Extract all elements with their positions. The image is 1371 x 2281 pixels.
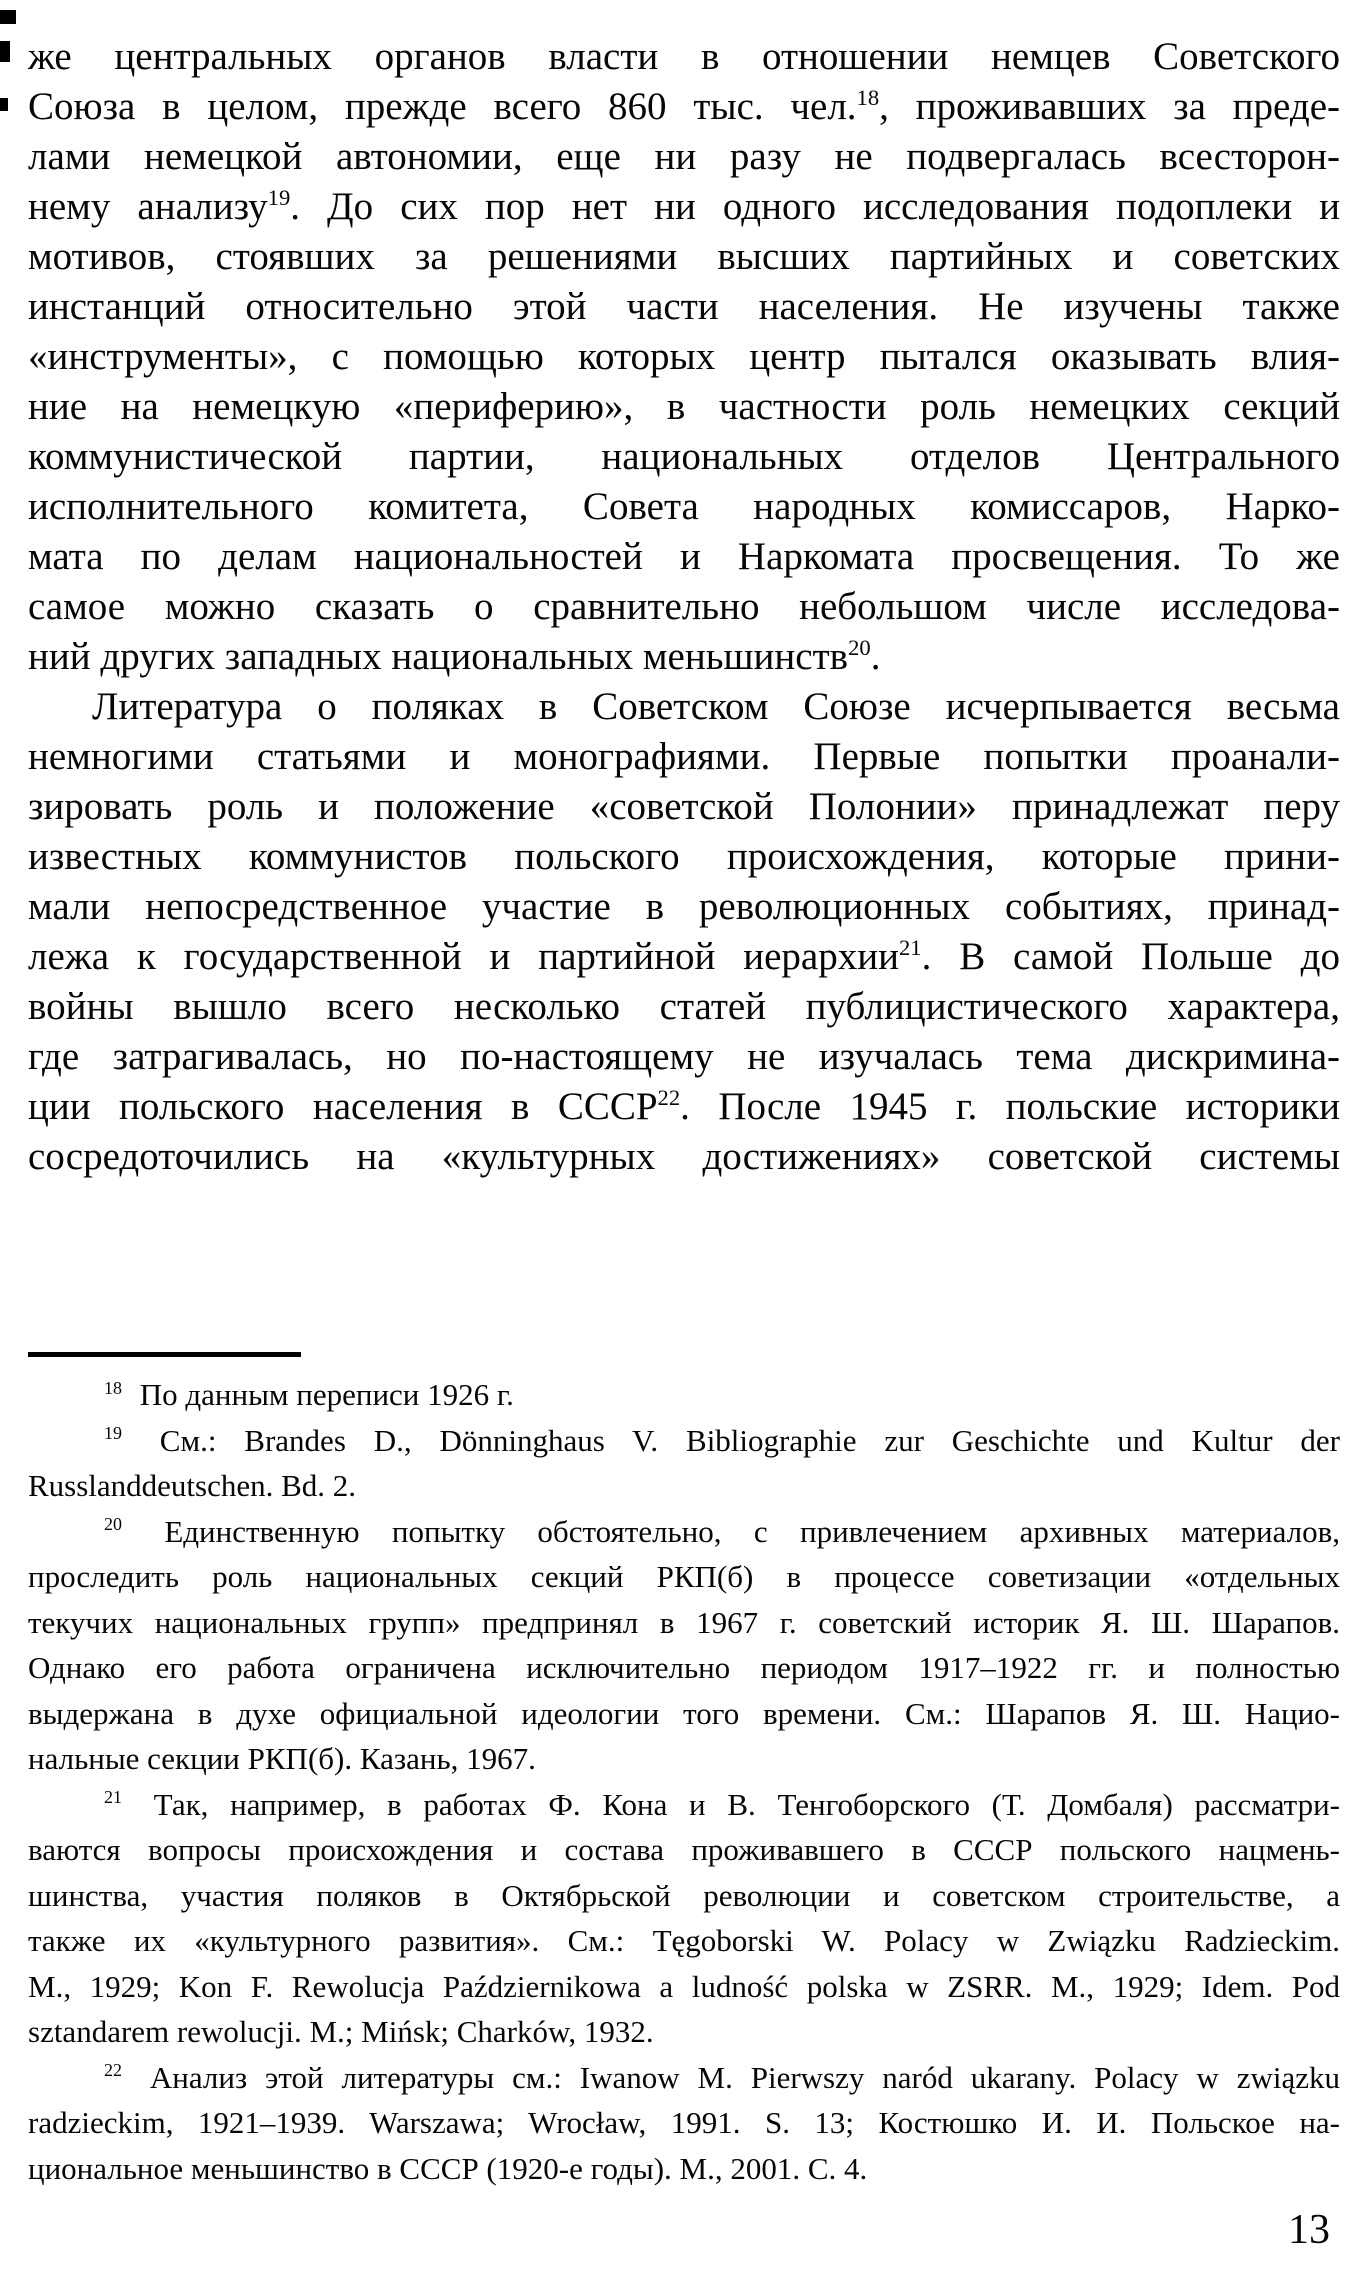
text-line: Russlanddeutschen. Bd. 2. xyxy=(28,1468,357,1503)
footnote-21 xyxy=(28,1782,1340,2055)
text-line: же центральных органов власти в отношении немцев Советского xyxy=(28,35,1340,78)
footnote-22 xyxy=(28,2055,1340,2192)
footnote-ref: 20 xyxy=(104,1514,122,1535)
footnote-20 xyxy=(28,1509,1340,1782)
text-line: коммунистической партии, национальных отделов Центрального xyxy=(28,435,1340,478)
text-line: ваются вопросы происхождения и состава проживавшего в СССР польского нацмень- xyxy=(28,1832,1340,1867)
scan-artifact xyxy=(0,41,10,62)
text-line: зировать роль и положение «советской Полонии» принадлежат перу xyxy=(28,785,1340,828)
text-line: также их «культурного развития». См.: Tęgoborski W. Polacy w Związku Radzieckim. xyxy=(28,1923,1340,1958)
text-line: нему анализу$^{19}$. До сих пор нет ни одного исследования подоплеки и xyxy=(28,185,1340,228)
footnote-ref: 18 xyxy=(104,1377,122,1398)
text-line: шинства, участия поляков в Октябрьской революции и советском строительстве, а xyxy=(28,1877,1340,1913)
text-line: Однако его работа ограничена исключительно периодом 1917–1922 гг. и полностью xyxy=(28,1650,1340,1685)
text-line: radzieckim, 1921–1939. Warszawa; Wrocław, 1991. S. 13; Костюшко И. И. Польское на- xyxy=(28,2105,1340,2140)
footnote-ref: 21 xyxy=(104,1787,122,1808)
text-line: самое можно сказать о сравнительно небольшом числе исследова- xyxy=(28,585,1340,628)
text-line: мотивов, стоявших за решениями высших партийных и советских xyxy=(28,235,1340,278)
text-line: $^{21}$ Так, например, в работах Ф. Кона и В. Тенгоборского (Т. Домбаля) рассматри- xyxy=(104,1786,1340,1822)
text-line: Литература о поляках в Советском Союзе исчерпывается весьма xyxy=(92,685,1340,728)
text-line: где затрагивалась, но по-настоящему не изучалась тема дискримина- xyxy=(28,1035,1340,1078)
text-line: лами немецкой автономии, еще ни разу не подвергалась всесторон- xyxy=(28,135,1340,178)
footnote-ref: 22 xyxy=(657,1085,681,1110)
text-line: ние на немецкую «периферию», в частности роль немецких секций xyxy=(28,385,1340,428)
footnote-19 xyxy=(28,1418,1340,1509)
text-line: проследить роль национальных секций РКП(б) в процессе советизации «отдельных xyxy=(28,1559,1340,1594)
text-line: Союза в целом, прежде всего 860 тыс. чел.$^{18}$, проживавших за преде- xyxy=(28,85,1340,128)
text-line: немногими статьями и монографиями. Первые попытки проанали- xyxy=(28,735,1340,778)
text-line: войны вышло всего несколько статей публицистического характера, xyxy=(28,985,1340,1028)
footnote-18 xyxy=(28,1372,1340,1418)
text-line: М., 1929; Kon F. Rewolucja Październikowa a ludność polska w ZSRR. М., 1929; Idem. Pod xyxy=(28,1968,1340,2004)
footnotes-block xyxy=(28,1372,1340,2191)
footnote-ref: 19 xyxy=(104,1423,122,1444)
text-line: sztandarem rewolucji. М.; Mińsk; Charków, 1932. xyxy=(28,2014,654,2049)
text-line: «инструменты», с помощью которых центр пытался оказывать влия- xyxy=(28,335,1340,378)
scan-artifact xyxy=(0,98,8,111)
text-line: $^{20}$ Единственную попытку обстоятельно, с привлечением архивных материалов, xyxy=(104,1513,1340,1549)
text-line: мата по делам национальностей и Наркомата просвещения. То же xyxy=(28,535,1340,578)
text-line: сосредоточились на «культурных достижениях» советской системы xyxy=(28,1135,1340,1178)
text-line: текучих национальных групп» предпринял в 1967 г. советский историк Я. Ш. Шарапов. xyxy=(28,1604,1340,1640)
text-line: известных коммунистов польского происхождения, которые прини- xyxy=(28,835,1340,878)
text-line: нальные секции РКП(б). Казань, 1967. xyxy=(28,1741,536,1776)
text-line: ции польского населения в СССР$^{22}$. После 1945 г. польские историки xyxy=(28,1085,1340,1128)
footnote-ref: 20 xyxy=(848,635,871,660)
text-line: $^{19}$ См.: Brandes D., Dönninghaus V. Bibliographie zur Geschichte und Kultur der xyxy=(104,1422,1340,1458)
page-number: 13 xyxy=(1288,2207,1330,2253)
footnote-ref: 21 xyxy=(898,935,922,960)
text-line: лежа к государственной и партийной иерархии$^{21}$. В самой Польше до xyxy=(28,935,1340,978)
main-text-block xyxy=(28,32,1340,1182)
scan-artifact xyxy=(0,10,16,24)
text-line: выдержана в духе официальной идеологии того времени. См.: Шарапов Я. Ш. Нацио- xyxy=(28,1695,1340,1731)
text-line: исполнительного комитета, Совета народных комиссаров, Нарко- xyxy=(28,485,1340,528)
footnote-separator-rule xyxy=(28,1352,301,1357)
text-line: ний других западных национальных меньшинств$^{20}$. xyxy=(28,635,881,678)
text-line: $^{22}$ Анализ этой литературы см.: Iwanow M. Pierwszy naród ukarany. Polacy w związku xyxy=(104,2059,1340,2095)
text-line: циональное меньшинство в СССР (1920-е годы). М., 2001. С. 4. xyxy=(28,2150,868,2186)
footnote-ref: 18 xyxy=(856,85,880,110)
text-line: $^{18}$ По данным переписи 1926 г. xyxy=(104,1377,514,1412)
footnote-ref: 19 xyxy=(267,185,291,210)
text-line: мали непосредственное участие в революционных событиях, принад- xyxy=(28,885,1340,928)
text-line: инстанций относительно этой части населения. Не изучены также xyxy=(28,285,1340,328)
footnote-ref: 22 xyxy=(104,2060,122,2081)
